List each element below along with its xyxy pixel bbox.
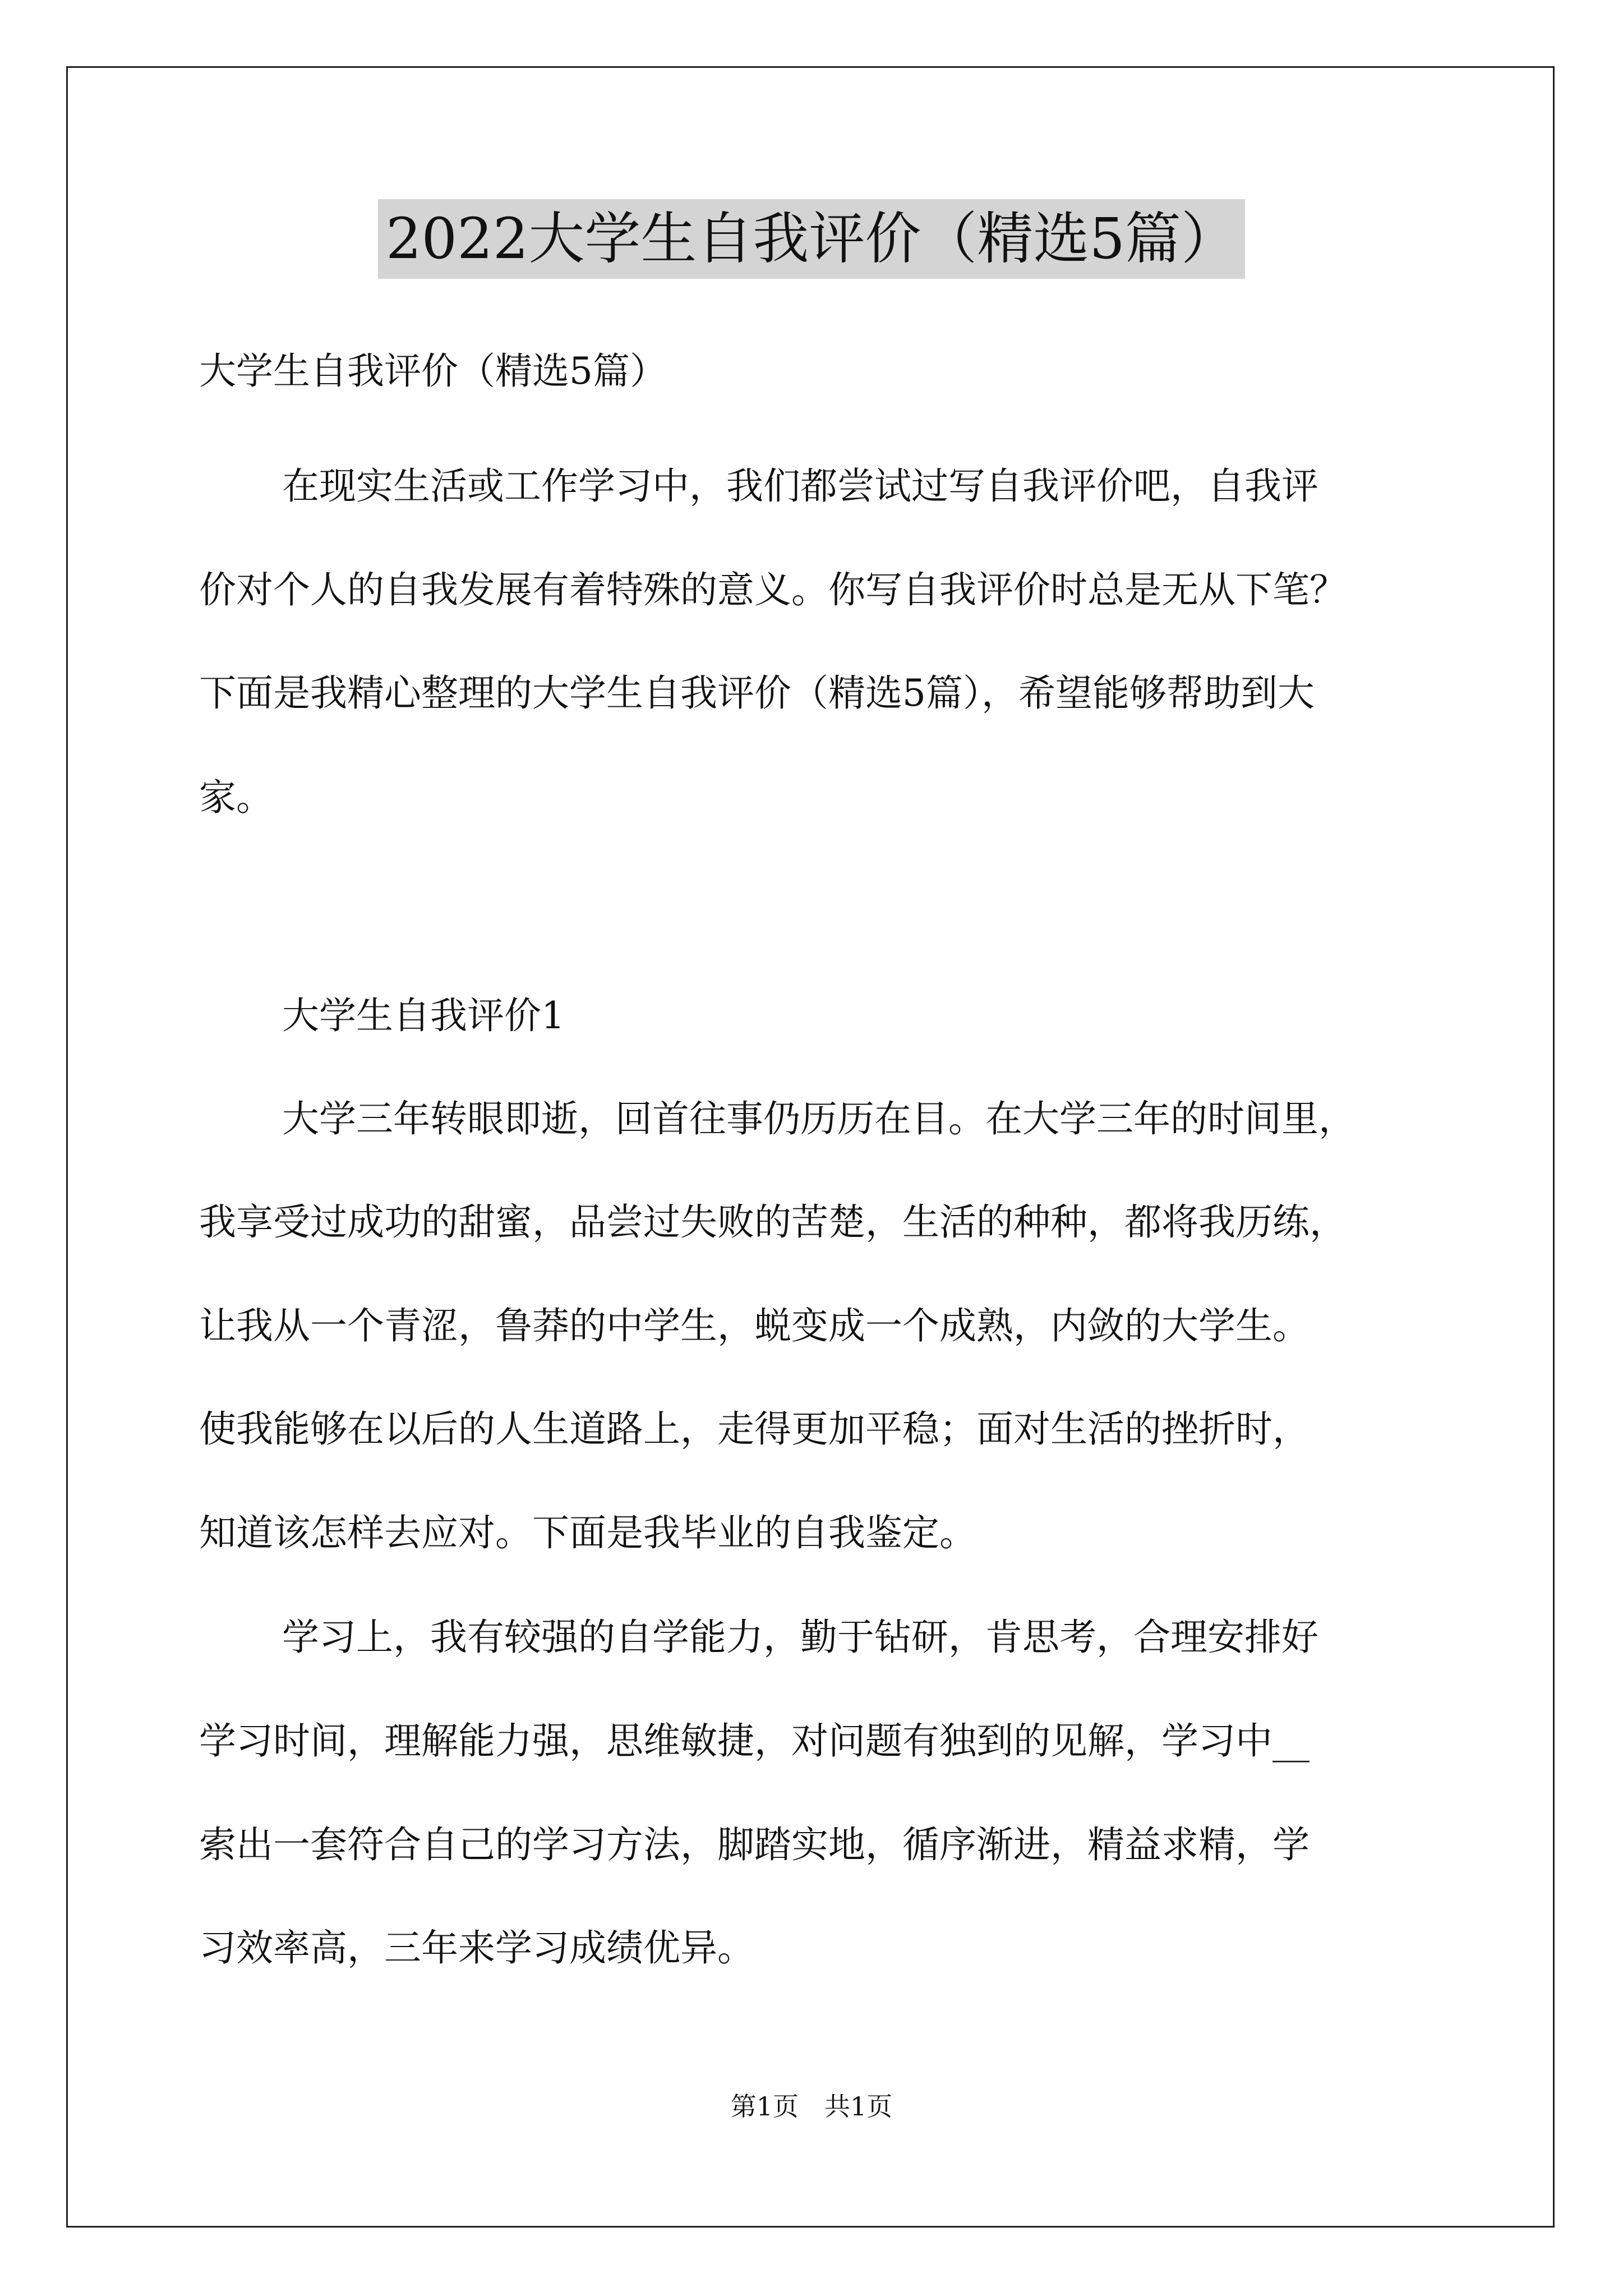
paragraph-line: 学习时间，理解能力强，思维敏捷，对问题有独到的见解，学习中__ (199, 1719, 1310, 1763)
section-heading: 大学生自我评价1 (282, 994, 565, 1037)
paragraph-line: 我享受过成功的甜蜜，品尝过失败的苦楚，生活的种种，都将我历练， (199, 1200, 1347, 1244)
intro-line: 价对个人的自我发展有着特殊的意义。你写自我评价时总是无从下笔？ (199, 568, 1347, 611)
paragraph-line: 学习上，我有较强的自学能力，勤于钻研，肯思考，合理安排好 (282, 1616, 1318, 1659)
document-subtitle: 大学生自我评价（精选5篇） (199, 349, 667, 393)
paragraph-line: 索出一套符合自己的学习方法，脚踏实地，循序渐进，精益求精，学 (199, 1823, 1310, 1866)
paragraph-line: 让我从一个青涩，鲁莽的中学生，蜕变成一个成熟，内敛的大学生。 (199, 1304, 1310, 1347)
paragraph-line: 习效率高，三年来学习成绩优异。 (199, 1926, 754, 1970)
page-footer: 第1页 共1页 (730, 2091, 893, 2122)
title-container (0, 199, 1623, 279)
paragraph-line: 大学三年转眼即逝，回首往事仍历历在目。在大学三年的时间里， (282, 1097, 1355, 1140)
intro-line: 家。 (199, 776, 273, 819)
intro-line: 在现实生活或工作学习中，我们都尝试过写自我评价吧，自我评 (282, 464, 1318, 508)
document-title: 2022大学生自我评价（精选5篇） (378, 199, 1245, 279)
paragraph-line: 知道该怎样去应对。下面是我毕业的自我鉴定。 (199, 1511, 976, 1554)
paragraph-line: 使我能够在以后的人生道路上，走得更加平稳；面对生活的挫折时， (199, 1407, 1310, 1451)
intro-line: 下面是我精心整理的大学生自我评价（精选5篇），希望能够帮助到大 (199, 671, 1315, 715)
